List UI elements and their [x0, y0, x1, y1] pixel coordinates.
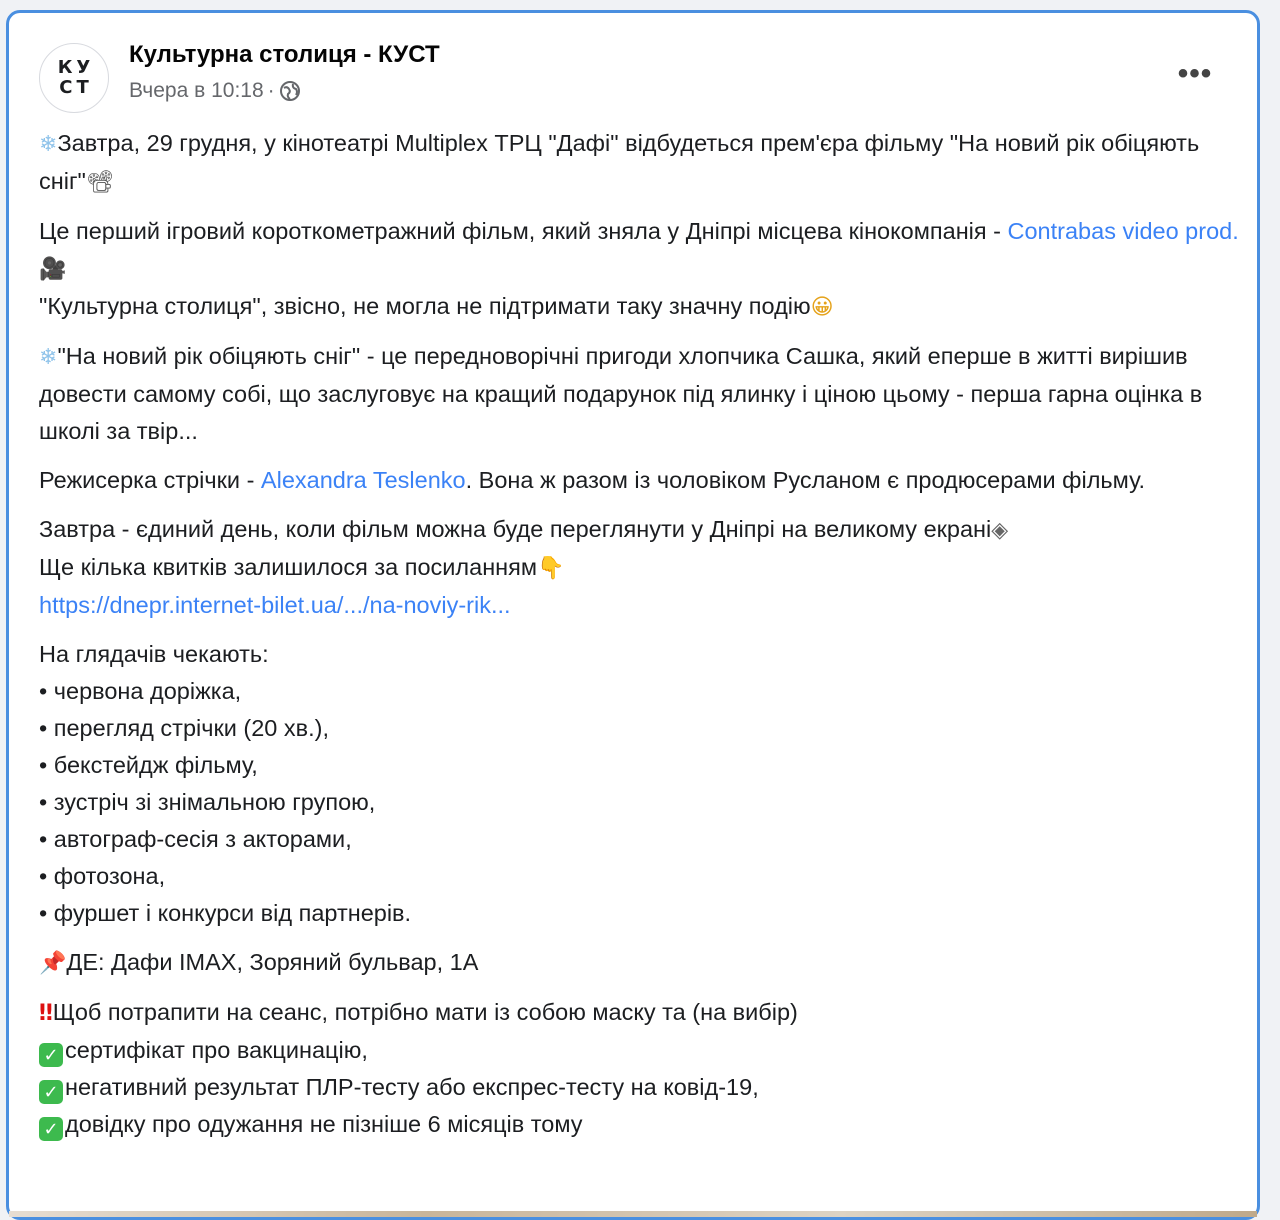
meta-separator: ·	[267, 79, 275, 102]
diamond-icon: ◈	[991, 518, 1009, 543]
post-meta	[129, 79, 301, 103]
check-mark-icon: ✓	[39, 1080, 63, 1104]
requirement-item: сертифікат про вакцинацію,	[65, 1037, 368, 1063]
post-paragraph-company	[39, 213, 1239, 326]
contrabas-link[interactable]: Contrabas video prod.	[1007, 218, 1239, 244]
list-item: • автограф-сесія з акторами,	[39, 826, 352, 852]
list-item: • фуршет і конкурси від партнерів.	[39, 900, 412, 926]
list-item: • червона доріжка,	[39, 678, 242, 704]
pushpin-icon: 📌	[39, 951, 67, 976]
double-exclamation-icon: ‼	[39, 1001, 53, 1026]
smile-icon: 😀	[810, 295, 834, 320]
snowflake-icon: ❄	[39, 345, 58, 370]
post-header	[39, 41, 1227, 111]
list-item: • перегляд стрічки (20 хв.),	[39, 715, 330, 741]
director-link[interactable]: Alexandra Teslenko	[260, 467, 466, 493]
ticket-url-link[interactable]: https://dnepr.internet-bilet.ua/.../na-noviy-rik...	[39, 592, 511, 618]
post-timestamp[interactable]: Вчера в 10:18	[129, 79, 264, 102]
post-paragraph-program	[39, 636, 1239, 932]
tickets-left-text: Ще кілька квитків залишилося за посиланням	[39, 554, 538, 580]
check-mark-icon: ✓	[39, 1043, 63, 1067]
video-camera-icon: 🎥	[39, 257, 67, 282]
more-options-icon[interactable]: •••	[1177, 57, 1213, 90]
page-name-link[interactable]: Культурна столиця - КУСТ	[129, 41, 440, 68]
post-paragraph-tickets	[39, 511, 1239, 624]
check-mark-icon: ✓	[39, 1117, 63, 1141]
tickets-text: Завтра - єдиний день, коли фільм можна буде переглянути у Дніпрі на великому екрані	[39, 516, 992, 542]
post-paragraph-director	[39, 462, 1239, 499]
post-body	[39, 125, 1239, 1155]
director-text-after: . Вона ж разом із чоловіком Русланом є продюсерами фільму.	[465, 467, 1146, 493]
list-item: • бекстейдж фільму,	[39, 752, 258, 778]
film-projector-icon: 📽	[85, 170, 114, 195]
post-paragraph-location	[39, 944, 1239, 982]
post-paragraph-requirements	[39, 994, 1239, 1143]
post-card	[6, 10, 1260, 1220]
image-preview-edge	[9, 1211, 1257, 1217]
list-item: • зустріч зі знімальною групою,	[39, 789, 376, 815]
post-paragraph-intro	[39, 125, 1239, 201]
snowflake-icon: ❄	[39, 132, 58, 157]
point-down-icon: 👇	[537, 556, 565, 581]
director-text-before: Режисерка стрічки -	[39, 467, 261, 493]
program-title: На глядачів чекають:	[39, 641, 269, 667]
globe-icon	[279, 80, 301, 102]
list-item: • фотозона,	[39, 863, 166, 889]
location-text: ДЕ: Дафи IMAX, Зоряний бульвар, 1А	[66, 949, 479, 975]
plot-text: "На новий рік обіцяють сніг" - це передноворічні пригоди хлопчика Сашка, який еперше в житті вирішив довести самому собі, що заслуговує на кращий подарунок під ялинку і ціною цьому - перша гарна оцінка в школі за твір...	[39, 343, 1203, 444]
company-text: Це перший ігровий короткометражний фільм, який зняла у Дніпрі місцева кінокомпанія -	[39, 218, 1008, 244]
post-paragraph-plot	[39, 338, 1239, 450]
avatar-text-bottom: СТ	[59, 77, 93, 98]
requirements-text: Щоб потрапити на сеанс, потрібно мати із собою маску та (на вибір)	[52, 999, 798, 1025]
intro-text: Завтра, 29 грудня, у кінотеатрі Multiplex ТРЦ "Дафі" відбудеться прем'єра фільму "На новий рік обіцяють сніг"	[39, 130, 1200, 194]
avatar[interactable]	[39, 43, 109, 113]
support-text: "Культурна столиця", звісно, не могла не підтримати таку значну подію	[39, 293, 811, 319]
requirement-item: довідку про одужання не пізніше 6 місяців тому	[65, 1111, 583, 1137]
avatar-text-top: КУ	[57, 57, 95, 78]
requirement-item: негативний результат ПЛР-тесту або експрес-тесту на ковід-19,	[65, 1074, 759, 1100]
